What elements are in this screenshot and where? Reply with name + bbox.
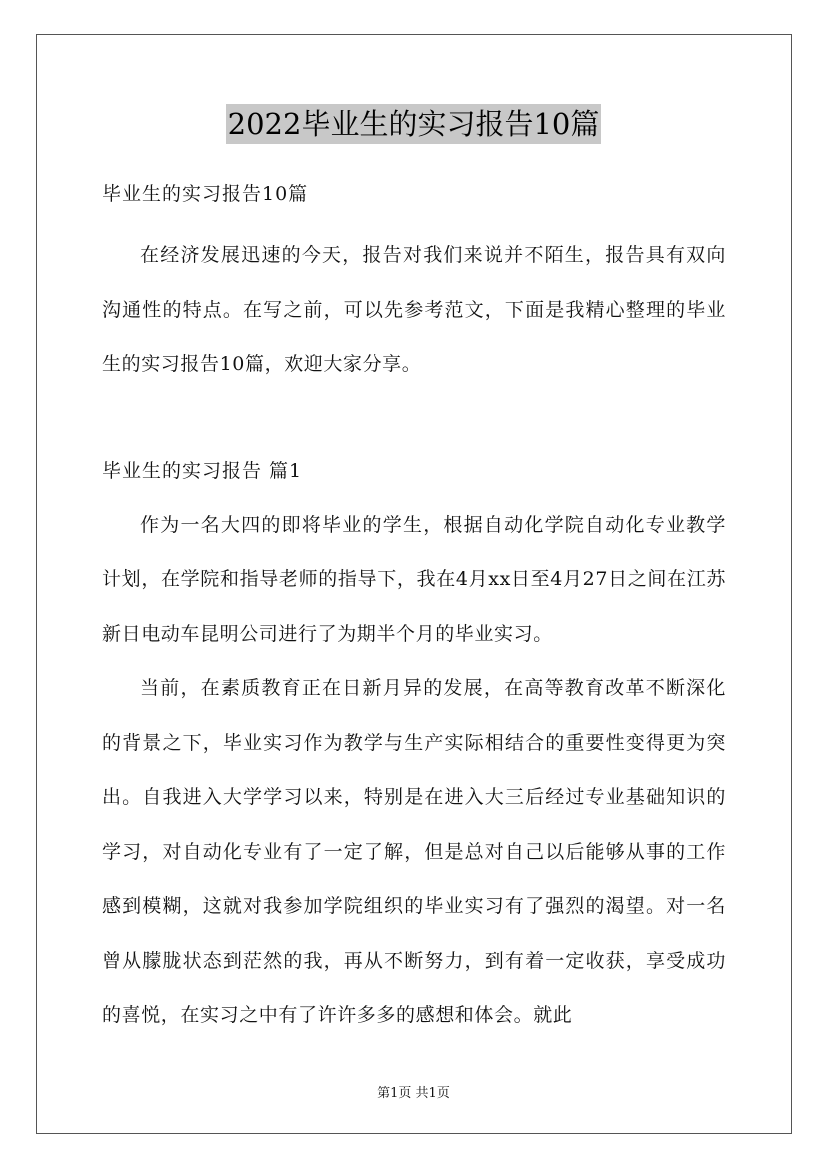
page-footer: 第1页 共1页 xyxy=(377,1086,450,1101)
body-paragraph-2: 当前，在素质教育正在日新月异的发展，在高等教育改革不断深化的背景之下，毕业实习作为教学与生产实际相结合的重要性变得更为突出。自我进入大学学习以来，特别是在进入大三后经过专业基础知识的学习，对自动化专业有了一定了解，但是总对自己以后能够从事的工作感到模糊，这就对我参加学院组织的毕业实习有了强烈的渴望。对一名曾从朦胧状态到茫然的我，再从不断努力，到有着一定收获，享受成功的喜悦，在实习之中有了许许多多的感想和体会。就此 xyxy=(102,677,726,1026)
document-title: 2022毕业生的实习报告10篇 xyxy=(226,104,602,144)
intro-paragraph: 在经济发展迅速的今天，报告对我们来说并不陌生，报告具有双向沟通性的特点。在写之前，可以先参考范文，下面是我精心整理的毕业生的实习报告10篇，欢迎大家分享。 xyxy=(102,244,726,375)
section-heading: 毕业生的实习报告 篇1 xyxy=(102,459,303,482)
title-container xyxy=(0,104,827,144)
document-subtitle: 毕业生的实习报告10篇 xyxy=(102,183,309,205)
body-paragraph-1: 作为一名大四的即将毕业的学生，根据自动化学院自动化专业教学计划，在学院和指导老师的指导下，我在4月xx日至4月27日之间在江苏新日电动车昆明公司进行了为期半个月的毕业实习。 xyxy=(102,513,726,645)
document-body xyxy=(102,174,726,1043)
